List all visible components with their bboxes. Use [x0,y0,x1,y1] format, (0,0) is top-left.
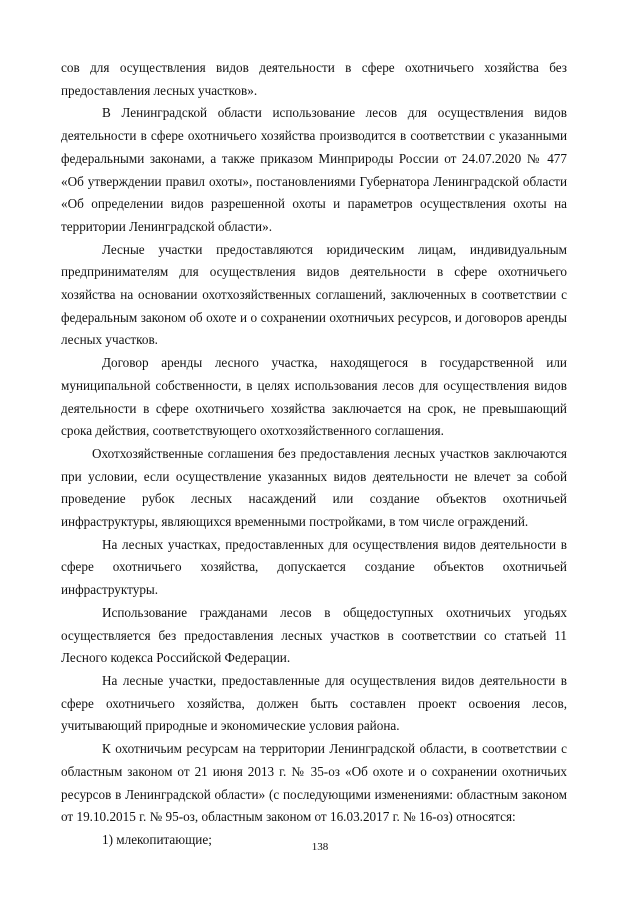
paragraph-forest-use-region: В Ленинградской области использование лесов для осуществления видов деятельности в сфере охотничьего хозяйства производится в соответствии с указанными федеральными законами, а также приказом Минприроды России от 24.07.2020 № 477 «Об утверждении правил охоты», постановлениями Губернатора Ленинградской области «Об определении видов разрешенной охоты и параметров осуществления охоты на территории Ленинградской области». [61,105,567,234]
paragraph-hunting-resources: К охотничьим ресурсам на территории Ленинградской области, в соответствии с областным законом от 21 июня 2013 г. № 35-оз «Об охоте и о сохранении охотничьих ресурсов в Ленинградской области» (с последующими изменениями: областным законом от 19.10.2015 г. № 95-оз, областным законом от 16.03.2017 г. № 16-оз) относятся: [61,741,567,825]
paragraph-development-project: На лесные участки, предоставленные для осуществления видов деятельности в сфере охотничьего хозяйства, должен быть составлен проект освоения лесов, учитывающий природные и экономические условия района. [61,672,567,734]
page-number: 138 [311,841,329,853]
paragraph-continuation: сов для осуществления видов деятельности в сфере охотничьего хозяйства без предоставления лесных участков». [61,60,567,98]
body-text [61,57,567,852]
list-item-mammals: 1) млекопитающие; [102,831,212,847]
paragraph-lease-agreement: Договор аренды лесного участка, находящегося в государственной или муниципальной собственности, в целях использования лесов для осуществления видов деятельности в сфере охотничьего хозяйства заключается на срок, не превышающий срока действия, соответствующего охотхозяйственного соглашения. [61,355,567,439]
paragraph-hunting-agreements: Охотхозяйственные соглашения без предоставления лесных участков заключаются при условии, если осуществление указанных видов деятельности не влечет за собой проведение рубок лесных насаждений или создание объектов охотничьей инфраструктуры, являющихся временными постройками, в том числе ограждений. [61,445,567,530]
paragraph-plots-provision: Лесные участки предоставляются юридическим лицам, индивидуальным предпринимателям для осуществления видов деятельности в сфере охотничьего хозяйства на основании охотхозяйственных соглашений, заключенных в соответствии с федеральным законом об охоте и о сохранении охотничьих ресурсов, и договоров аренды лесных участков. [61,241,567,348]
paragraph-public-grounds: Использование гражданами лесов в общедоступных охотничьих угодьях осуществляется без предоставления лесных участков в соответствии со статьей 11 Лесного кодекса Российской Федерации. [61,604,567,666]
paragraph-infrastructure: На лесных участках, предоставленных для осуществления видов деятельности в сфере охотничьего хозяйства, допускается создание объектов охотничьей инфраструктуры. [61,536,567,598]
